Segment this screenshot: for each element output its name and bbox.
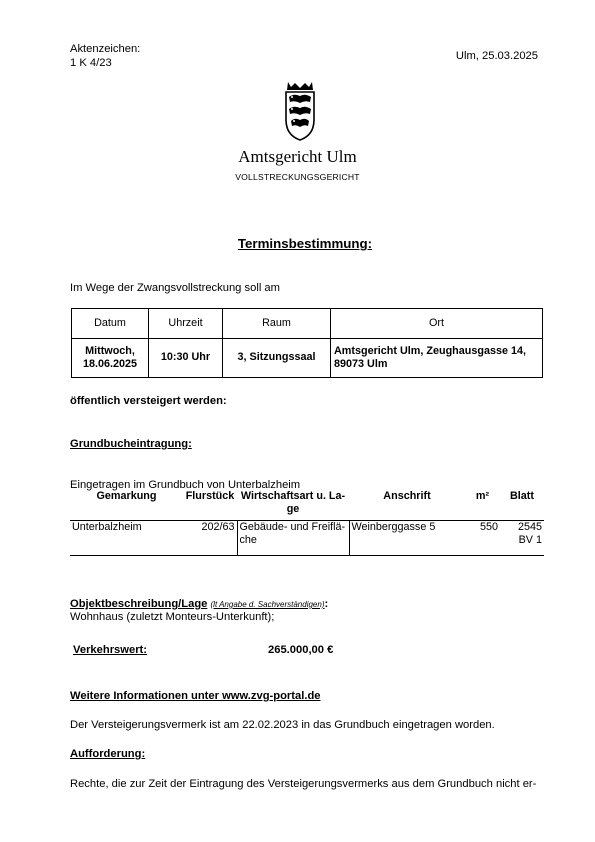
- grundbuch-header-row: [70, 490, 544, 521]
- weitere-informationen: Weitere Informationen unter www.zvg-portal.de: [70, 690, 321, 702]
- header-ort: Ort: [331, 309, 543, 339]
- wirtschaftsart-line1: Gebäude- und Freiflä-: [239, 521, 346, 533]
- grundbuch-heading: Grundbucheintragung:: [70, 438, 192, 450]
- header-uhrzeit: Uhrzeit: [149, 309, 223, 339]
- cell-ort: [331, 339, 543, 378]
- datum-weekday: Mittwoch,: [85, 344, 135, 357]
- intro-text: Im Wege der Zwangsvollstreckung soll am: [70, 282, 280, 294]
- cell-blatt: [500, 521, 544, 556]
- verkehrswert-label: Verkehrswert:: [73, 644, 148, 656]
- grundbuch-row: [70, 521, 544, 556]
- ort-line1: Amtsgericht Ulm, Zeughausgasse 14,: [334, 344, 527, 357]
- objekt-heading-line: [70, 597, 328, 611]
- wirtschaftsart-header-line1: Wirtschaftsart u. La-: [240, 490, 346, 502]
- wirtschaftsart-header-line2: ge: [286, 503, 300, 516]
- header-datum: Datum: [72, 309, 149, 339]
- rechte-text: Rechte, die zur Zeit der Eintragung des Versteigerungsvermerks aus dem Grundbuch nicht er-: [70, 778, 537, 790]
- header-gemarkung: Gemarkung: [70, 490, 183, 521]
- cell-datum: [72, 339, 149, 378]
- cell-uhrzeit: 10:30 Uhr: [149, 339, 223, 378]
- reference-label: Aktenzeichen:: [70, 43, 141, 55]
- header-blatt: Blatt: [500, 490, 544, 521]
- header-flurstueck: Flurstück: [183, 490, 237, 521]
- reference-number: 1 K 4/23: [70, 57, 112, 69]
- reference-block: [70, 42, 140, 70]
- datum-date: 18.06.2025: [82, 358, 138, 370]
- document-title: Terminsbestimmung:: [237, 236, 373, 251]
- aufforderung-heading: Aufforderung:: [70, 748, 146, 760]
- objekt-colon: :: [324, 598, 329, 610]
- versteigert-text: öffentlich versteigert werden:: [70, 395, 227, 407]
- cell-anschrift: Weinberggasse 5: [349, 521, 465, 556]
- header-anschrift: Anschrift: [349, 490, 465, 521]
- grundbuch-table: [70, 490, 544, 556]
- blatt-line1: 2545: [517, 521, 542, 533]
- cell-flaeche: 550: [465, 521, 500, 556]
- header-wirtschaftsart: [237, 490, 349, 521]
- termin-table: [71, 308, 543, 378]
- cell-raum: 3, Sitzungssaal: [223, 339, 331, 378]
- coat-of-arms-icon: [281, 80, 319, 142]
- cell-gemarkung: Unterbalzheim: [70, 521, 183, 556]
- court-department: VOLLSTRECKUNGSGERICHT: [235, 172, 360, 182]
- cell-flurstueck: 202/63: [183, 521, 237, 556]
- cell-wirtschaftsart: [237, 521, 349, 556]
- objekt-note: (lt Angabe d. Sachverständigen): [210, 600, 325, 609]
- termin-row: [72, 339, 543, 378]
- header-raum: Raum: [223, 309, 331, 339]
- blatt-line2: BV 1: [518, 534, 542, 547]
- grundbuch-intro: Eingetragen im Grundbuch von Unterbalzheim: [70, 479, 301, 491]
- header-flaeche: m²: [465, 490, 500, 521]
- objekt-heading: Objektbeschreibung/Lage: [70, 598, 208, 610]
- wirtschaftsart-line2: che: [239, 534, 257, 547]
- objekt-text: Wohnhaus (zuletzt Monteurs-Unterkunft);: [70, 611, 275, 623]
- court-name: Amtsgericht Ulm: [238, 147, 357, 166]
- ort-line2: 89073 Ulm: [334, 358, 388, 370]
- termin-header-row: [72, 309, 543, 339]
- verkehrswert-value: 265.000,00 €: [268, 644, 334, 656]
- vermerk-text: Der Versteigerungsvermerk ist am 22.02.2023 in das Grundbuch eingetragen worden.: [70, 719, 495, 731]
- place-date: Ulm, 25.03.2025: [455, 50, 538, 62]
